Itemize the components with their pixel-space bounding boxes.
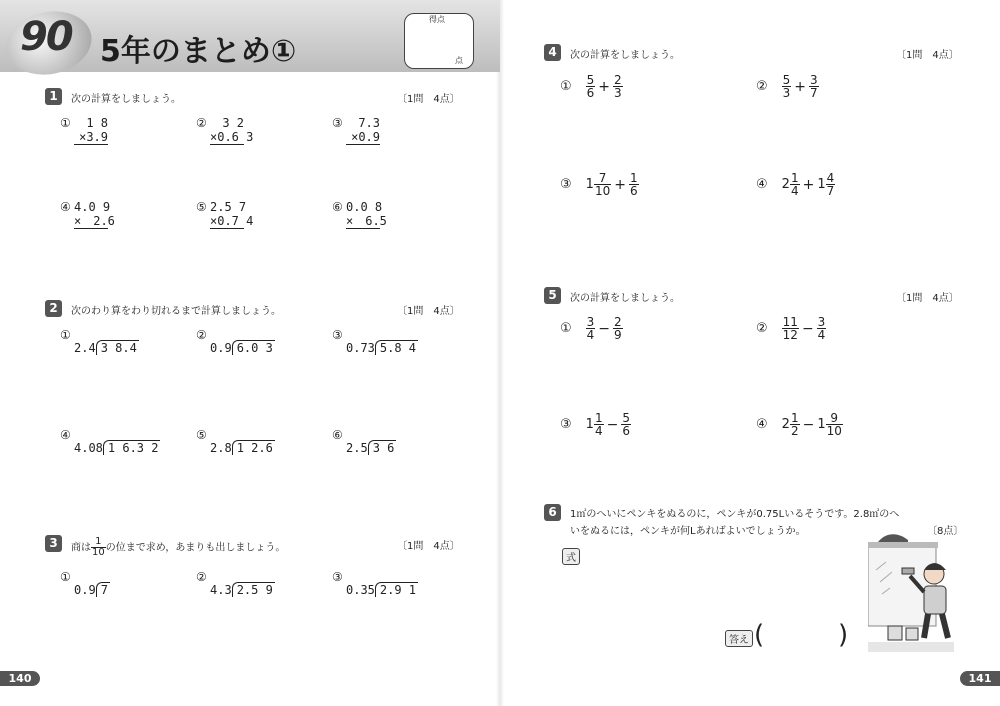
fraction-expression [756,74,819,99]
answer-line [210,144,244,145]
numerator: 5 [586,73,595,87]
section-points: 〔1問 4点〕 [397,306,460,317]
section-number: 6 [544,504,561,521]
problem-mark: ① [60,328,71,342]
section-5-header [544,287,959,303]
whole-number: 2 [781,177,790,192]
problem-mark: ② [196,328,207,342]
instruction-part: 商は [71,542,91,554]
denominator: 3 [782,86,791,100]
problem-mark: ③ [332,570,343,584]
score-label: 得点 [429,15,445,24]
operator: − [598,320,611,337]
section-4-header [544,44,959,60]
fraction [817,316,827,341]
multiplier: × 6.5 [346,214,387,228]
numerator: 5 [622,411,630,425]
problem-mark: ④ [756,177,768,192]
multiplication-problem [210,116,254,145]
section-points: 〔1問 4点〕 [397,94,460,105]
dividend: 2.9 1 [375,582,418,597]
problem-mark: ② [756,321,768,336]
fraction [826,172,836,197]
fraction [809,74,819,99]
section-number: 5 [544,287,561,304]
multiplicand: 2.5 7 [210,200,247,214]
numerator: 11 [782,315,798,329]
section-points: 〔1問 4点〕 [397,541,460,552]
denominator: 4 [790,184,799,198]
denominator: 4 [586,328,595,342]
numerator: 2 [614,73,622,87]
whole-number: 1 [817,417,826,432]
section-instruction: 次のわり算をわり切れるまで計算しましょう。 [71,306,281,317]
problem-mark: ⑥ [332,428,343,442]
problem-mark: ④ [60,428,71,442]
fraction-expression [560,412,631,437]
fraction [782,74,792,99]
answer-line [210,228,244,229]
answer-space[interactable] [766,624,836,650]
fraction-expression [756,172,835,197]
numerator: 3 [817,315,826,329]
unit-number: 90 [20,14,72,60]
denominator: 3 [614,86,622,100]
divisor: 4.3 [210,583,232,597]
answer-line [346,144,380,145]
divisor: 0.73 [346,341,375,355]
denominator: 6 [629,184,638,198]
answer-paren-open: ( [754,620,765,650]
answer-line [74,144,108,145]
problem-mark: ② [756,79,768,94]
divisor: 0.9 [210,341,232,355]
numerator: 1 [629,171,638,185]
fraction [586,316,596,341]
division-problem [210,582,275,597]
denominator: 7 [826,184,835,198]
dividend: 1 2.6 [232,440,275,455]
dividend: 3 6 [368,440,397,455]
fraction-expression [756,412,843,437]
multiplier: × 2.6 [74,214,115,228]
fraction [586,74,596,99]
whole-number: 2 [781,417,790,432]
denominator: 6 [586,86,595,100]
painter-illustration [868,530,954,652]
formula-label: 式 [562,548,580,565]
answer-line [346,228,380,229]
division-problem [210,440,275,455]
denominator: 6 [622,424,630,438]
denominator: 12 [782,328,798,342]
answer-paren-close: ) [838,620,849,650]
multiplication-problem [346,200,387,229]
problem-mark: ① [560,79,572,94]
denominator: 10 [594,184,611,198]
multiplicand: 0.0 8 [346,200,383,214]
fraction [594,412,604,437]
multiplication-problem [210,200,254,229]
operator: − [802,416,815,433]
problem-mark: ① [60,116,71,130]
section-3-header [45,535,465,558]
problem-mark: ③ [332,116,343,130]
division-problem [346,340,418,355]
numerator: 5 [782,73,791,87]
division-problem [346,582,418,597]
numerator: 1 [91,537,106,548]
problem-mark: ④ [756,417,768,432]
fraction [790,172,800,197]
fraction-expression [560,74,623,99]
section-number: 3 [45,535,62,552]
problem-mark: ③ [332,328,343,342]
numerator: 9 [826,412,843,425]
section-instruction: 次の計算をしましょう。 [570,50,680,61]
problem-text-line-1: 1㎡のへいにペンキをぬるのに，ペンキが0.75Lいるそうです。2.8㎡のへ [570,509,900,520]
dividend: 2.5 9 [232,582,275,597]
multiplication-problem [346,116,380,145]
multiplier: ×0.9 [351,130,380,144]
section-1-header [45,88,465,104]
fraction [613,316,623,341]
fraction-expression [756,316,826,341]
operator: − [606,416,619,433]
whole-number: 1 [585,177,594,192]
section-points: 〔1問 4点〕 [896,50,959,61]
section-number: 4 [544,44,561,61]
operator: + [614,176,626,193]
divisor: 2.8 [210,441,232,455]
operator: + [802,176,815,193]
multiplier: ×3.9 [79,130,108,144]
operator: + [598,78,611,95]
dividend: 3 8.4 [96,340,139,355]
divisor: 0.35 [346,583,375,597]
section-instruction: 次の計算をしましょう。 [71,94,181,105]
multiplicand: 4.0 9 [74,200,111,214]
numerator: 1 [790,411,799,425]
section-2-header [45,300,465,316]
multiplicand: 1 8 [86,116,108,130]
problem-mark: ② [196,570,207,584]
problem-mark: ⑤ [196,200,207,214]
fraction [621,412,631,437]
dividend: 5.8 4 [375,340,418,355]
dividend: 6.0 3 [232,340,275,355]
dividend: 7 [96,582,110,597]
section-instruction: 次の計算をしましょう。 [570,293,680,304]
denominator: 2 [790,424,799,438]
fraction [629,172,639,197]
problem-mark: ① [60,570,71,584]
divisor: 4.08 [74,441,103,455]
numerator: 3 [586,315,595,329]
divisor: 2.4 [74,341,96,355]
section-instruction [71,537,285,558]
problem-text-line-2: いをぬるには，ペンキが何Lあればよいでしょうか。 [570,526,806,537]
page-number-left: 140 [0,671,40,686]
problem-mark: ② [196,116,207,130]
whole-number: 1 [817,177,826,192]
multiplication-problem [74,116,108,145]
score-box[interactable] [404,13,474,69]
multiplier: ×0.6 3 [210,130,254,144]
division-problem [74,582,110,597]
fraction-expression [560,316,623,341]
denominator: 10 [826,424,842,438]
numerator: 1 [790,171,799,185]
division-problem [74,340,139,355]
fraction [826,412,843,437]
score-unit: 点 [455,56,463,65]
denominator: 4 [817,328,826,342]
divisor: 2.5 [346,441,368,455]
numerator: 4 [826,171,835,185]
numerator: 2 [614,315,622,329]
numerator: 3 [810,73,818,87]
answer-line [74,228,108,229]
denominator: 10 [92,547,105,558]
section-points: 〔8点〕 [927,526,964,537]
answer-label: 答え [725,630,753,647]
multiplication-problem [74,200,115,229]
section-number: 1 [45,88,62,105]
division-problem [346,440,396,455]
division-problem [74,440,160,455]
operator: + [794,78,807,95]
problem-mark: ③ [560,417,572,432]
denominator: 7 [810,86,818,100]
fraction [782,316,799,341]
operator: − [801,320,814,337]
multiplicand: 7.3 [358,116,380,130]
page-number-right: 141 [960,671,1000,686]
instruction-part: の位まで求め，あまりも出しましょう。 [105,542,286,554]
section-points: 〔1問 4点〕 [896,293,959,304]
fraction [790,412,800,437]
problem-mark: ③ [560,177,572,192]
fraction [613,74,623,99]
fraction-expression [560,172,639,197]
multiplier: ×0.7 4 [210,214,254,228]
problem-mark: ⑥ [332,200,343,214]
division-problem [210,340,275,355]
fraction [91,537,106,558]
denominator: 9 [614,328,622,342]
problem-mark: ① [560,321,572,336]
problem-mark: ⑤ [196,428,207,442]
multiplicand: 3 2 [222,116,244,130]
section-number: 2 [45,300,62,317]
divisor: 0.9 [74,583,96,597]
denominator: 4 [594,424,603,438]
whole-number: 1 [585,417,594,432]
numerator: 1 [594,411,603,425]
dividend: 1 6.3 2 [103,440,161,455]
numerator: 7 [594,172,611,185]
page-title: 5年のまとめ① [100,34,297,69]
fraction [594,172,611,197]
problem-mark: ④ [60,200,71,214]
